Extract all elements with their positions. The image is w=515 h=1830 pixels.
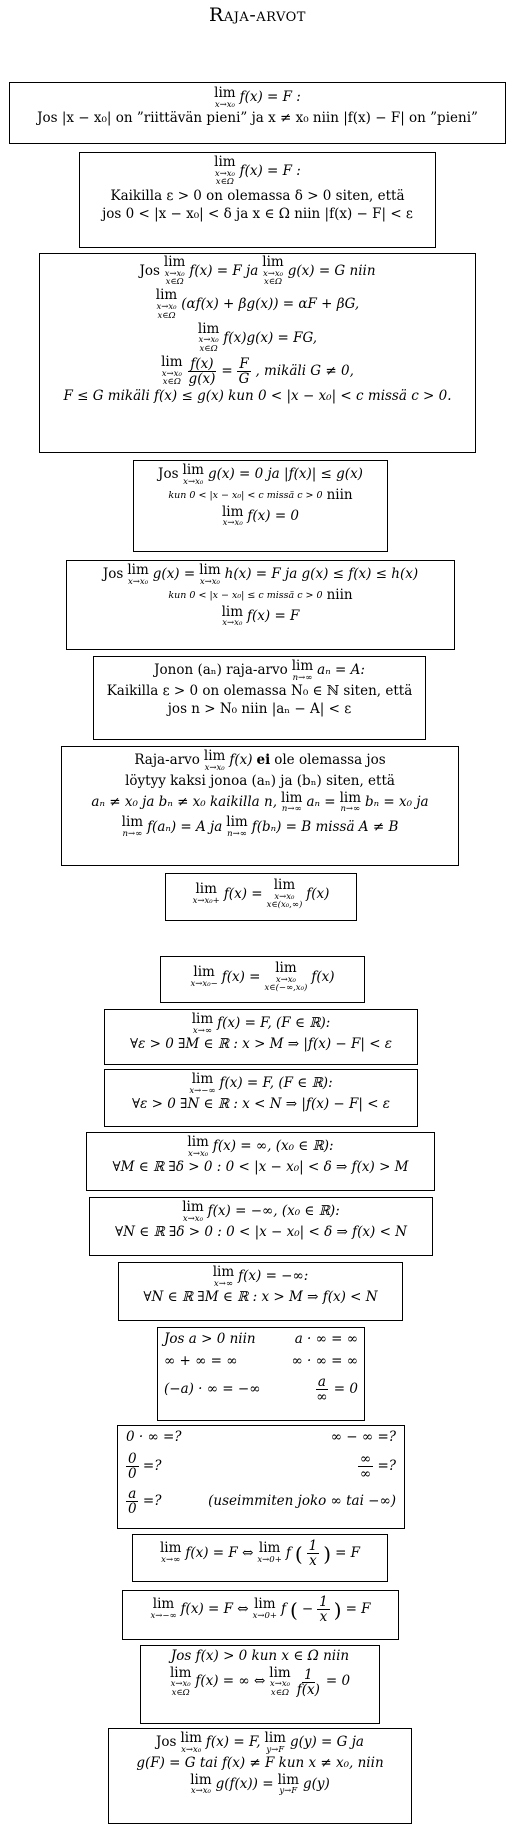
paren-open: (: [290, 1597, 298, 1622]
definition-informal: [9, 82, 506, 144]
reciprocal-limit: [140, 1645, 380, 1724]
b6-a: Jonon (aₙ) raja-arvo: [154, 662, 288, 679]
lim-operator: lim x→x₀ x∈(x₀,∞): [266, 877, 303, 911]
lim-operator: lim x→x₀: [221, 603, 244, 629]
b3-last: F ≤ G mikäli f(x) ≤ g(x) kun 0 < |x − x₀| < c missä c > 0.: [63, 388, 452, 405]
left-limit: [160, 956, 365, 1003]
b2-line2: jos 0 < |x − x₀| < δ ja x ∈ Ω niin |f(x) − F| < ε: [102, 205, 413, 222]
lim-operator: lim x→x₀−: [190, 964, 218, 989]
b20-line2: g(F) = G tai f(x) ≠ F kun x ≠ x₀, niin: [136, 1755, 384, 1772]
b16-f3: $\frac{a}{0}$ =?: [128, 1485, 162, 1518]
b20-jos: Jos: [156, 1734, 177, 1751]
lim-operator: lim x→∞: [212, 1264, 235, 1289]
b15-c1: Jos a > 0 niin: [164, 1331, 256, 1347]
b15-c3: ∞ + ∞ = ∞: [164, 1352, 238, 1369]
substitution-infinity: [132, 1534, 388, 1582]
lim-operator: lim x→−∞: [189, 1071, 216, 1096]
b1-head: f(x) = F :: [239, 89, 301, 106]
lim-operator: lim x→x₀: [199, 562, 221, 587]
sequence-limit: [93, 656, 426, 740]
b8-eq: f(x) =: [223, 885, 263, 902]
b3-prod: f(x)g(x) = FG,: [223, 329, 318, 346]
b20-c: g(f(x)) =: [215, 1776, 274, 1793]
b8-fx: f(x): [306, 885, 330, 902]
b4-g: g(x) = 0 ja |f(x)| ≤ g(x): [207, 466, 363, 483]
indeterminate-forms: [117, 1425, 405, 1529]
lim-operator: lim x→x₀: [182, 1199, 204, 1224]
b5-res: f(x) = F: [247, 608, 300, 625]
b11-head: f(x) = F, (F ∈ ℝ):: [219, 1075, 333, 1092]
lim-operator: lim y→F: [277, 1771, 299, 1797]
b11-line: ∀ε > 0 ∃N ∈ ℝ : x < N ⇒ |f(x) − F| < ε: [131, 1096, 391, 1113]
b16-a: 0 · ∞ =?: [126, 1429, 182, 1445]
lim-operator: lim x→x₀ x∈Ω: [163, 254, 186, 288]
b17-e: = F: [335, 1544, 361, 1561]
composition-limit: [108, 1728, 412, 1824]
b2-head: f(x) = F :: [239, 162, 301, 179]
b15-c4: ∞ · ∞ = ∞: [291, 1352, 358, 1369]
lim-operator: lim x→x₀: [221, 503, 244, 529]
b15-c5: (−a) · ∞ = −∞: [164, 1380, 261, 1397]
lim-operator: lim n→∞: [121, 814, 144, 839]
b7-line4b: f(bₙ) = B missä A ≠ B: [251, 818, 399, 835]
b3-f-eq: f(x) = F ja: [189, 262, 259, 279]
squeeze-theorem: [66, 560, 455, 650]
lim-operator: lim x→x₀: [127, 562, 149, 587]
lim-operator: lim x→x₀: [182, 462, 204, 487]
b3-g-eq: g(x) = G niin: [287, 262, 376, 279]
lim-operator: lim n→∞: [339, 789, 362, 815]
lim-operator: lim x→x₀: [190, 1771, 212, 1797]
right-limit: [165, 873, 357, 921]
b20-d: g(y): [303, 1776, 330, 1793]
b3-cond: , mikäli G ≠ 0,: [255, 362, 354, 379]
b16-note: (useimmiten joko ∞ tai −∞): [208, 1492, 396, 1509]
b7-a: Raja-arvo: [134, 752, 200, 769]
lim-operator: lim x→−∞: [150, 1596, 177, 1621]
b16-f1: $\frac{0}{0}$ =?: [128, 1450, 162, 1482]
b4-jos: Jos: [158, 466, 179, 483]
lim-operator: lim x→x₀: [180, 1730, 202, 1755]
page-title: Raja-arvot: [209, 4, 306, 26]
lim-operator: lim n→∞: [226, 814, 248, 839]
b19-e: = 0: [325, 1673, 351, 1690]
infinite-limit: [86, 1132, 435, 1191]
b5-h: h(x) = F ja g(x) ≤ f(x) ≤ h(x): [224, 566, 419, 583]
b6-b: aₙ = A:: [317, 662, 365, 679]
paren-close: ): [333, 1597, 342, 1622]
lim-operator: lim x→x₀ x∈Ω: [155, 287, 178, 321]
b14-head: f(x) = −∞:: [238, 1268, 309, 1285]
b19-frac: $\frac{1}{f(x)}$: [296, 1666, 320, 1698]
b6-line2: jos n > N₀ niin |aₙ − A| < ε: [167, 700, 352, 717]
b5-g: g(x) =: [152, 566, 196, 583]
lim-operator: lim x→x₀+: [192, 881, 220, 906]
b3-fg: $\frac{F}{G}$: [238, 356, 250, 388]
b4-kun: kun 0 < |x − x₀| < c missä c > 0: [168, 489, 323, 501]
b18-minus: −: [301, 1600, 314, 1617]
lim-operator: lim x→∞: [191, 1011, 214, 1036]
minus-infinity-at-infinity: [118, 1262, 403, 1321]
b17-a: f(x) = F ⇔: [185, 1544, 254, 1561]
limit-nonexistence: [61, 746, 459, 866]
b3-eq: =: [221, 362, 233, 379]
b6-line1: Kaikilla ε > 0 on olemassa N₀ ∈ ℕ siten, että: [106, 683, 413, 700]
lim-operator: lim x→∞: [159, 1540, 182, 1565]
b7-c: ole olemassa jos: [274, 752, 386, 769]
b9-eq: f(x) =: [221, 968, 261, 985]
lim-operator: lim y→F: [264, 1730, 286, 1755]
b13-head: f(x) = −∞, (x₀ ∈ ℝ):: [207, 1203, 340, 1220]
lim-operator: lim x→x₀ x∈Ω: [269, 1664, 291, 1698]
b5-niin: niin: [326, 587, 353, 604]
definition-epsilon-delta: [79, 152, 436, 248]
b13-line: ∀N ∈ ℝ ∃δ > 0 : 0 < |x − x₀| < δ ⇒ f(x) < N: [115, 1224, 407, 1241]
lim-operator: lim x→x₀ x∈Ω: [214, 154, 236, 188]
b1-line: Jos |x − x₀| on ”riittävän pieni” ja x ≠ x₀ niin |f(x) − F| on ”pieni”: [37, 110, 478, 127]
b17-f: f: [285, 1544, 291, 1561]
lim-operator: lim x→x₀ x∈Ω: [197, 320, 220, 355]
lim-operator: lim x→x₀: [187, 1134, 209, 1159]
b3-quotient: $\frac{f(x)}{g(x)}$: [188, 356, 216, 388]
b19-line1: Jos f(x) > 0 kun x ∈ Ω niin: [170, 1648, 350, 1664]
b18-frac: $\frac{1}{x}$: [319, 1594, 328, 1626]
b9-fx: f(x): [311, 968, 335, 985]
b5-kun: kun 0 < |x − x₀| ≤ c missä c > 0: [168, 589, 323, 601]
b10-line: ∀ε > 0 ∃M ∈ ℝ : x > M ⇒ |f(x) − F| < ε: [129, 1036, 393, 1053]
infinity-arithmetic: [157, 1327, 365, 1421]
lim-operator: lim x→x₀ x∈Ω: [161, 354, 183, 388]
b16-b: ∞ − ∞ =?: [330, 1429, 396, 1445]
b7-line3a: aₙ ≠ x₀ ja bₙ ≠ x₀ kaikilla n,: [91, 794, 278, 811]
b20-a: f(x) = F,: [205, 1734, 261, 1751]
b17-frac: $\frac{1}{x}$: [308, 1538, 318, 1570]
minus-infinite-limit: [89, 1197, 433, 1256]
lim-operator: lim x→x₀: [214, 85, 236, 110]
b19-a: f(x) = ∞ ⇔: [195, 1673, 266, 1690]
b16-f2: $\frac{\infty}{\infty}$ =?: [359, 1450, 396, 1482]
squeeze-zero: [133, 460, 388, 552]
lim-operator: lim n→∞: [291, 658, 314, 683]
b4-niin: niin: [326, 487, 353, 504]
lim-operator: lim x→x₀ x∈(−∞,x₀): [264, 960, 308, 994]
b7-b: f(x): [229, 752, 253, 769]
limit-rules: [39, 253, 476, 453]
b12-line: ∀M ∈ ℝ ∃δ > 0 : 0 < |x − x₀| < δ ⇒ f(x) > M: [112, 1159, 409, 1176]
limit-at-infinity: [104, 1009, 418, 1065]
b3-jos: Jos: [139, 262, 160, 279]
b7-line2: löytyy kaksi jonoa (aₙ) ja (bₙ) siten, että: [125, 773, 395, 790]
b20-b: g(y) = G ja: [289, 1734, 364, 1751]
b18-a: f(x) = F ⇔: [180, 1600, 249, 1617]
b5-jos: Jos: [102, 566, 124, 583]
b4-res: f(x) = 0: [247, 508, 300, 525]
limit-at-minus-infinity: [104, 1069, 418, 1127]
b14-line: ∀N ∈ ℝ ∃M ∈ ℝ : x > M ⇒ f(x) < N: [143, 1289, 378, 1306]
lim-operator: lim x→0+: [257, 1540, 282, 1565]
b7-line3b: aₙ =: [306, 794, 336, 811]
b7-line4a: f(aₙ) = A ja: [147, 818, 223, 835]
b15-frac-expr: $\frac{a}{\infty}$ = 0: [316, 1374, 358, 1406]
paren-open: (: [294, 1541, 303, 1566]
lim-operator: lim x→x₀: [203, 748, 226, 773]
b15-c2: a · ∞ = ∞: [294, 1331, 358, 1347]
lim-operator: lim n→∞: [281, 789, 303, 815]
b7-line3c: bₙ = x₀ ja: [365, 794, 429, 811]
lim-operator: lim x→0+: [252, 1596, 278, 1621]
b10-head: f(x) = F, (F ∈ ℝ):: [217, 1015, 331, 1032]
b18-f: f: [281, 1600, 287, 1617]
lim-operator: lim x→x₀ x∈Ω: [169, 1664, 192, 1698]
b3-sum: (αf(x) + βg(x)) = αF + βG,: [181, 296, 360, 313]
substitution-minus-infinity: [122, 1590, 399, 1640]
paren-close: ): [323, 1541, 332, 1566]
b12-head: f(x) = ∞, (x₀ ∈ ℝ):: [212, 1138, 334, 1155]
b7-ei: ei: [256, 752, 271, 769]
lim-operator: lim x→x₀ x∈Ω: [262, 254, 284, 288]
b2-line1: Kaikilla ε > 0 on olemassa δ > 0 siten, että: [110, 188, 405, 205]
b18-e: = F: [345, 1600, 371, 1617]
